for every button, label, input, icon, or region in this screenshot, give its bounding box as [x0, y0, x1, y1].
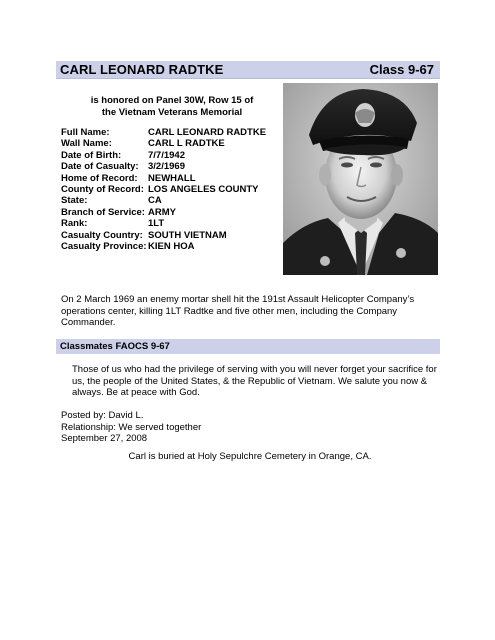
posted-by: Posted by: David L. [61, 410, 144, 421]
posted-info [61, 410, 201, 445]
info-label: Rank: [61, 218, 88, 230]
info-row [61, 218, 266, 229]
info-label: Full Name: [61, 127, 110, 138]
info-value: ARMY [148, 206, 176, 218]
info-value: CARL LEONARD RADTKE [148, 127, 267, 138]
casualty-story: On 2 March 1969 an enemy mortar shell hit the 191st Assault Helicopter Company’s operations center, killing 1LT Radtke and five other men, including the Company Commander. [61, 294, 415, 328]
info-row [61, 184, 266, 195]
info-label: Date of Casualty: [61, 161, 139, 173]
soldier-portrait-photo [283, 83, 438, 275]
info-row [61, 207, 266, 218]
info-value: 3/2/1969 [148, 161, 185, 173]
info-value: KIEN HOA [148, 241, 195, 253]
posted-relationship: Relationship: We served together [61, 421, 202, 433]
info-value: 1LT [148, 218, 165, 230]
info-label: Home of Record: [61, 172, 138, 184]
info-value: LOS ANGELES COUNTY [148, 184, 259, 196]
honored-line-2: the Vietnam Veterans Memorial [101, 107, 243, 118]
info-row [61, 161, 266, 172]
honored-statement [72, 95, 272, 119]
info-label: Wall Name: [61, 138, 112, 150]
tribute-text: Those of us who had the privilege of serving with you will never forget your sacrifice for us, the people of the United States, & the Republic of Vietnam. We salute you now & always. Be at peace with God. [72, 364, 437, 398]
info-row [61, 241, 266, 252]
info-value: 7/7/1942 [148, 149, 185, 161]
info-row [61, 195, 266, 206]
info-label: Date of Birth: [61, 149, 122, 161]
info-label: Casualty Province: [61, 241, 147, 253]
info-label: Casualty Country: [61, 229, 143, 241]
info-row [61, 150, 266, 161]
info-row [61, 173, 266, 184]
posted-date: September 27, 2008 [61, 433, 148, 444]
honored-line-1: is honored on Panel 30W, Row 15 of [90, 95, 254, 106]
info-value: CARL L RADTKE [148, 138, 225, 150]
classmates-title: Classmates FAOCS 9-67 [60, 341, 170, 352]
info-label: County of Record: [61, 184, 144, 196]
info-value: CA [148, 195, 162, 207]
info-label: Branch of Service: [61, 206, 145, 218]
info-label: State: [61, 195, 88, 207]
info-table [61, 127, 266, 252]
class-label: Class 9-67 [369, 62, 434, 77]
info-row [61, 230, 266, 241]
info-value: SOUTH VIETNAM [148, 229, 227, 241]
info-row [61, 138, 266, 149]
burial-info: Carl is buried at Holy Sepulchre Cemetery in Orange, CA. [128, 451, 372, 462]
info-row [61, 127, 266, 138]
info-value: NEWHALL [148, 172, 196, 184]
header-bar [56, 61, 440, 79]
classmates-bar [56, 339, 440, 354]
soldier-name: CARL LEONARD RADTKE [60, 62, 224, 77]
